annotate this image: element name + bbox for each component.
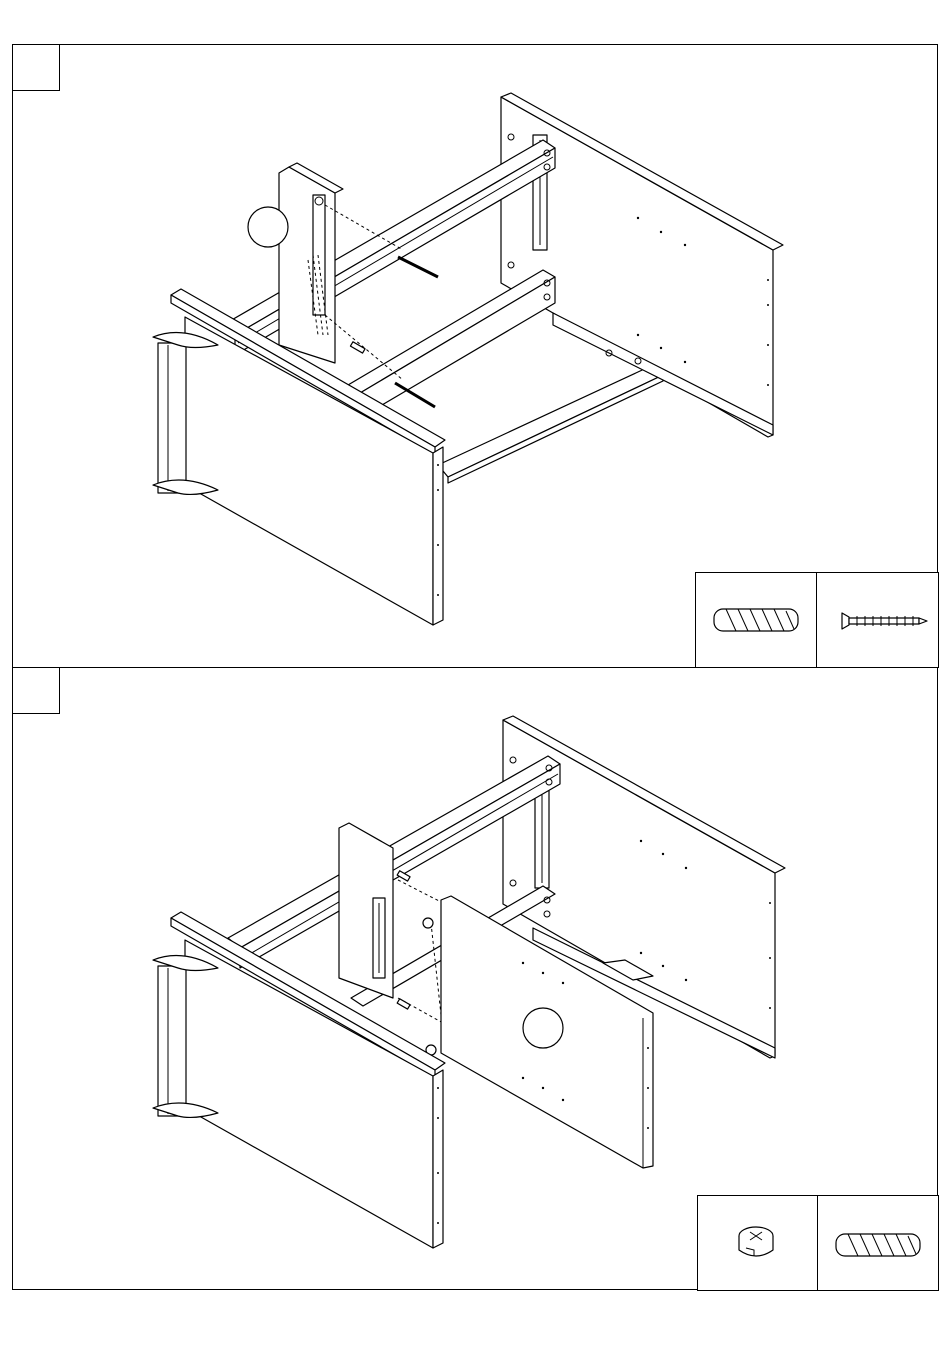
assembly-step-1 (12, 44, 938, 668)
hardware-box-wooden-dowel (817, 1195, 939, 1291)
hardware-box-wooden-dowel (695, 572, 817, 668)
wood-screw-icon (817, 573, 940, 669)
callout-circle (523, 1008, 563, 1048)
cam-lock-icon (698, 1196, 819, 1292)
wooden-dowel-icon (696, 573, 818, 669)
left-side-panel (185, 940, 443, 1248)
center-divider-panel (339, 823, 393, 998)
hardware-box-cam-lock (697, 1195, 818, 1291)
wooden-dowel-icon (818, 1196, 940, 1292)
hardware-box-wood-screw (816, 572, 939, 668)
callout-circle (248, 207, 288, 247)
middle-rail (348, 270, 555, 418)
assembly-step-2 (12, 667, 938, 1290)
center-divider-panel (279, 163, 343, 363)
